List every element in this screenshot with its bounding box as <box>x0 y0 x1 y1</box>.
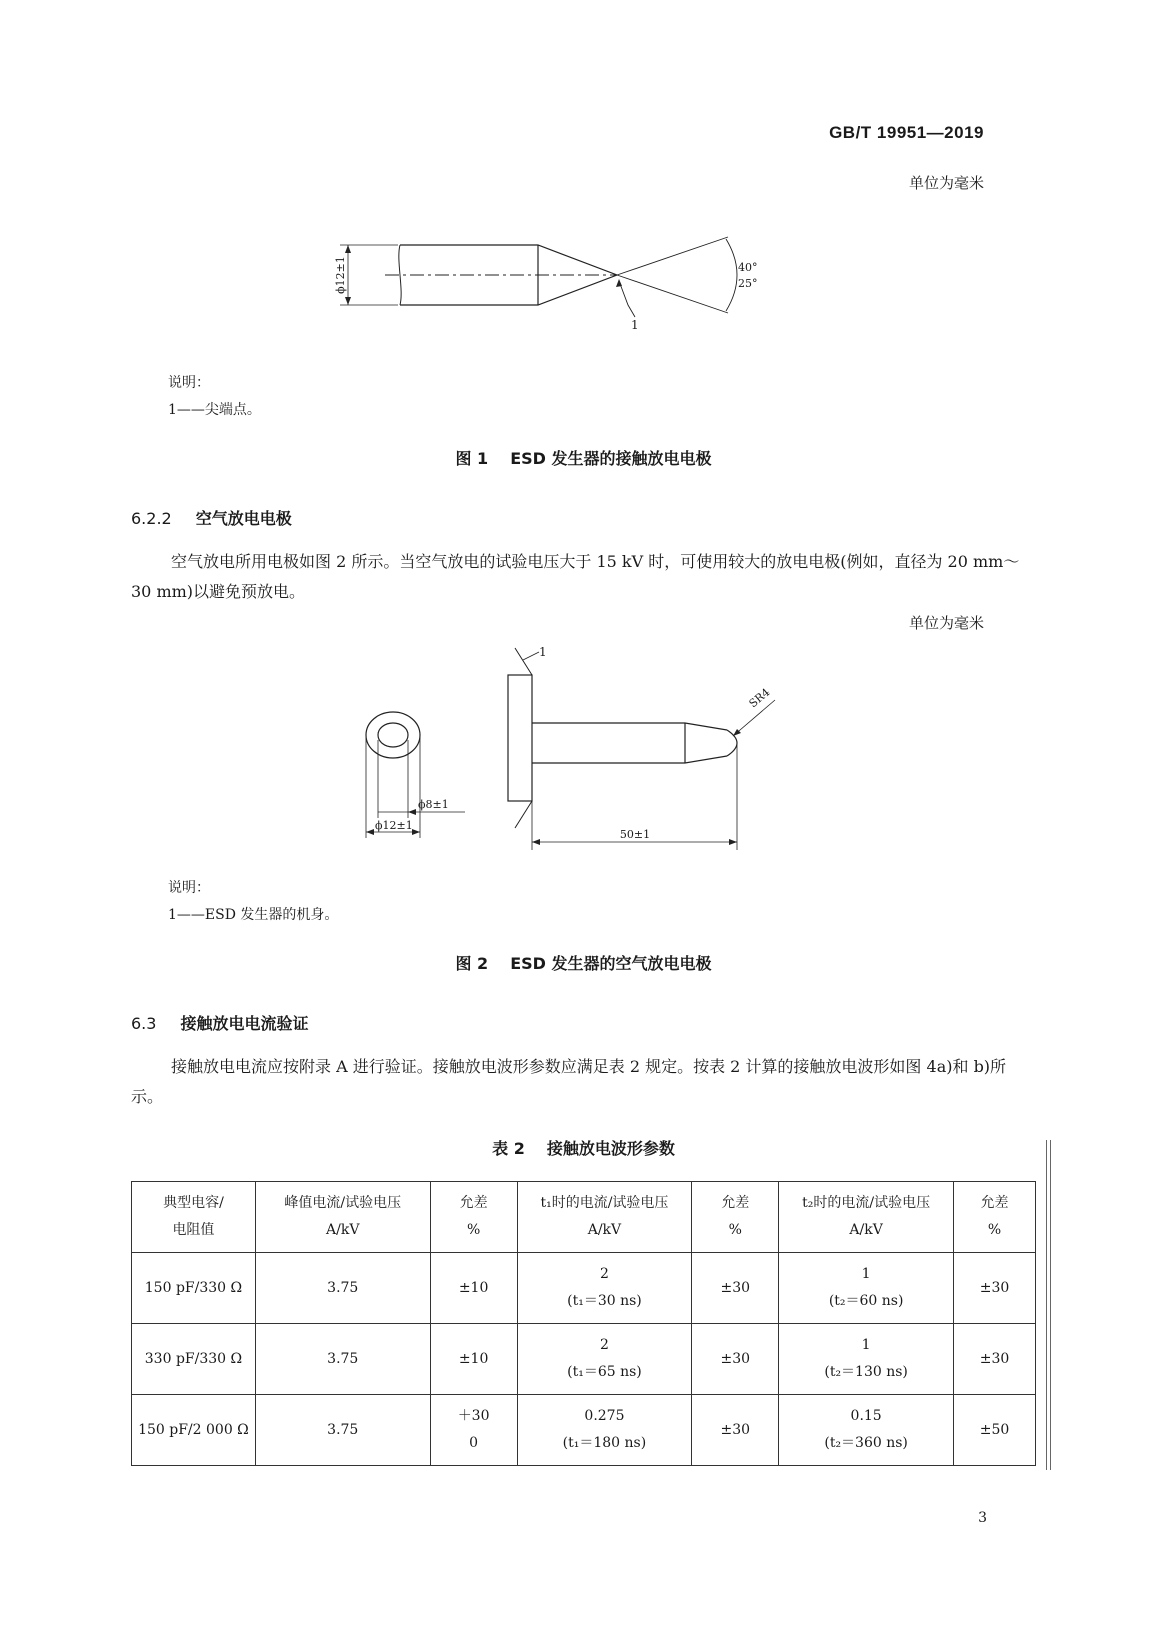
figure-2-caption <box>0 951 1167 974</box>
end-view-outer <box>366 712 420 758</box>
section-title: 空气放电电极 <box>195 509 292 528</box>
section-number: 6.3 <box>131 1014 157 1033</box>
flange <box>508 675 532 801</box>
cell-tolerance-1: ±10 <box>430 1253 517 1324</box>
fig1-callout-number: 1 <box>631 318 639 332</box>
fig2-sr-label: SR4 <box>746 685 773 711</box>
header-current-at-t1: t₁时的电流/试验电压 A/kV <box>517 1182 692 1253</box>
cell-current-t2: 1 (t₂＝130 ns) <box>779 1324 954 1395</box>
cell-tolerance-2: ±30 <box>692 1253 779 1324</box>
table-2-caption-text: 接触放电波形参数 <box>546 1139 675 1158</box>
header-current-at-t2: t₂时的电流/试验电压 A/kV <box>779 1182 954 1253</box>
header-tolerance-3: 允差 % <box>954 1182 1036 1253</box>
figure-2-air-electrode-drawing <box>355 640 805 860</box>
cell-tolerance-3: ±30 <box>954 1253 1036 1324</box>
cell-peak: 3.75 <box>255 1253 430 1324</box>
cell-tolerance-1: ＋30 0 <box>430 1395 517 1466</box>
cell-tolerance-3: ±50 <box>954 1395 1036 1466</box>
cell-peak: 3.75 <box>255 1395 430 1466</box>
shaft-outline <box>532 723 727 763</box>
table-2-caption-number: 表 2 <box>492 1139 525 1158</box>
end-view-inner <box>378 723 408 747</box>
section-6-2-2-heading <box>131 506 292 529</box>
cell-tolerance-3: ±30 <box>954 1324 1036 1395</box>
table-header-row <box>132 1182 1036 1253</box>
section-6-2-2-paragraph: 空气放电所用电极如图 2 所示。当空气放电的试验电压大于 15 kV 时，可使用较大的放电电极(例如，直径为 20 mm～30 mm)以避免预放电。 <box>131 552 1020 601</box>
cell-current-t1: 2 (t₁＝65 ns) <box>517 1324 692 1395</box>
fig1-legend-title: 说明： <box>168 375 210 391</box>
cell-capacitance-resistance: 150 pF/330 Ω <box>132 1253 256 1324</box>
fig1-angle-inner: 25° <box>738 277 758 290</box>
cell-peak: 3.75 <box>255 1324 430 1395</box>
units-note: 单位为毫米 <box>908 174 984 192</box>
cell-current-t2: 0.15 (t₂＝360 ns) <box>779 1395 954 1466</box>
section-number: 6.2.2 <box>131 509 172 528</box>
electrode-outline <box>400 245 617 305</box>
figure-1-caption-text: ESD 发生器的接触放电电极 <box>510 449 712 468</box>
section-6-3-heading <box>131 1011 308 1034</box>
figure-1-contact-electrode-drawing <box>330 225 780 335</box>
table-row <box>132 1253 1036 1324</box>
fig2-callout-number: 1 <box>539 645 547 659</box>
table-row <box>132 1324 1036 1395</box>
figure-2-caption-text: ESD 发生器的空气放电电极 <box>510 954 712 973</box>
cell-capacitance-resistance: 150 pF/2 000 Ω <box>132 1395 256 1466</box>
header-tolerance-2: 允差 % <box>692 1182 779 1253</box>
figure-1-caption-number: 图 1 <box>455 449 489 468</box>
header-tolerance-1: 允差 % <box>430 1182 517 1253</box>
table-row <box>132 1395 1036 1466</box>
cell-current-t1: 0.275 (t₁＝180 ns) <box>517 1395 692 1466</box>
fig1-legend-item: 1——尖端点。 <box>168 402 261 418</box>
fig1-angle-outer: 40° <box>738 261 758 274</box>
angle-arc <box>726 239 737 311</box>
section-title: 接触放电电流验证 <box>180 1014 309 1033</box>
fig2-length-label: 50±1 <box>619 828 651 841</box>
cell-tolerance-1: ±10 <box>430 1324 517 1395</box>
fig2-inner-diameter-label: ϕ8±1 <box>418 798 449 811</box>
header-capacitance-resistance: 典型电容/ 电阻值 <box>132 1182 256 1253</box>
fig2-legend-title: 说明： <box>168 880 210 896</box>
standard-code: GB/T 19951—2019 <box>829 123 984 142</box>
figure-1-caption <box>0 446 1167 469</box>
cone-line-bottom <box>617 275 728 313</box>
cell-tolerance-2: ±30 <box>692 1324 779 1395</box>
cell-tolerance-2: ±30 <box>692 1395 779 1466</box>
section-6-3-paragraph: 接触放电电流应按附录 A 进行验证。接触放电波形参数应满足表 2 规定。按表 2 计算的接触放电波形如图 4a)和 b)所示。 <box>131 1057 1007 1106</box>
fig1-diameter-label: ϕ12±1 <box>334 256 347 294</box>
units-note-fig2: 单位为毫米 <box>908 614 984 632</box>
cell-capacitance-resistance: 330 pF/330 Ω <box>132 1324 256 1395</box>
table-2-caption <box>0 1136 1167 1159</box>
callout-leader <box>619 281 635 317</box>
cell-current-t2: 1 (t₂＝60 ns) <box>779 1253 954 1324</box>
table-2-waveform-parameters <box>131 1181 1036 1466</box>
fig2-outer-diameter-label: ϕ12±1 <box>375 819 413 832</box>
callout-leader <box>523 652 539 660</box>
table-side-rule <box>1046 1140 1051 1470</box>
page-number: 3 <box>978 1510 987 1526</box>
figure-2-caption-number: 图 2 <box>455 954 489 973</box>
header-peak-current: 峰值电流/试验电压 A/kV <box>255 1182 430 1253</box>
break-line <box>399 245 401 305</box>
fig2-legend-item: 1——ESD 发生器的机身。 <box>168 907 339 923</box>
cell-current-t1: 2 (t₁＝30 ns) <box>517 1253 692 1324</box>
cone-line-top <box>617 237 728 275</box>
